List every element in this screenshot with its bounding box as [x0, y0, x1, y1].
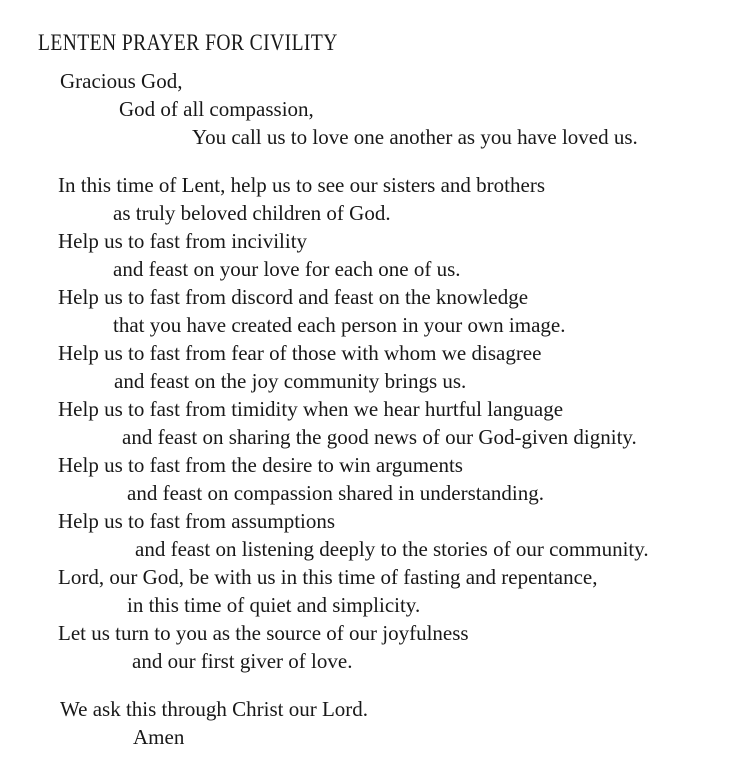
- prayer-line: Help us to fast from the desire to win arguments: [58, 453, 463, 477]
- prayer-line: and our first giver of love.: [132, 649, 353, 673]
- prayer-line: You call us to love one another as you have loved us.: [192, 125, 638, 149]
- prayer-line: and feast on the joy community brings us.: [114, 369, 467, 393]
- prayer-line: in this time of quiet and simplicity.: [127, 593, 421, 617]
- prayer-body: [58, 67, 737, 751]
- prayer-line: as truly beloved children of God.: [113, 201, 391, 225]
- prayer-line: Help us to fast from incivility: [58, 229, 308, 253]
- prayer-line: Amen: [133, 725, 185, 749]
- prayer-line: God of all compassion,: [119, 97, 314, 121]
- prayer-line: and feast on your love for each one of us.: [113, 257, 461, 281]
- prayer-stanza-petitions: [58, 171, 737, 675]
- prayer-line: We ask this through Christ our Lord.: [60, 697, 369, 721]
- prayer-stanza-invocation: [58, 67, 737, 151]
- prayer-line: Gracious God,: [60, 69, 183, 93]
- prayer-stanza-closing: [58, 695, 737, 751]
- prayer-line: and feast on compassion shared in understanding.: [127, 481, 544, 505]
- prayer-line: Let us turn to you as the source of our joyfulness: [58, 621, 469, 645]
- prayer-line: and feast on listening deeply to the stories of our community.: [135, 537, 649, 561]
- prayer-line: Help us to fast from discord and feast on the knowledge: [58, 285, 529, 309]
- prayer-line: In this time of Lent, help us to see our sisters and brothers: [58, 173, 545, 197]
- prayer-line: Help us to fast from timidity when we hear hurtful language: [58, 397, 564, 421]
- prayer-line: and feast on sharing the good news of our God-given dignity.: [122, 425, 637, 449]
- prayer-line: Help us to fast from assumptions: [58, 509, 336, 533]
- prayer-line: that you have created each person in your own image.: [113, 313, 566, 337]
- document-title: LENTEN PRAYER FOR CIVILITY: [38, 30, 338, 55]
- prayer-line: Lord, our God, be with us in this time of fasting and repentance,: [58, 565, 598, 589]
- prayer-line: Help us to fast from fear of those with whom we disagree: [58, 341, 542, 365]
